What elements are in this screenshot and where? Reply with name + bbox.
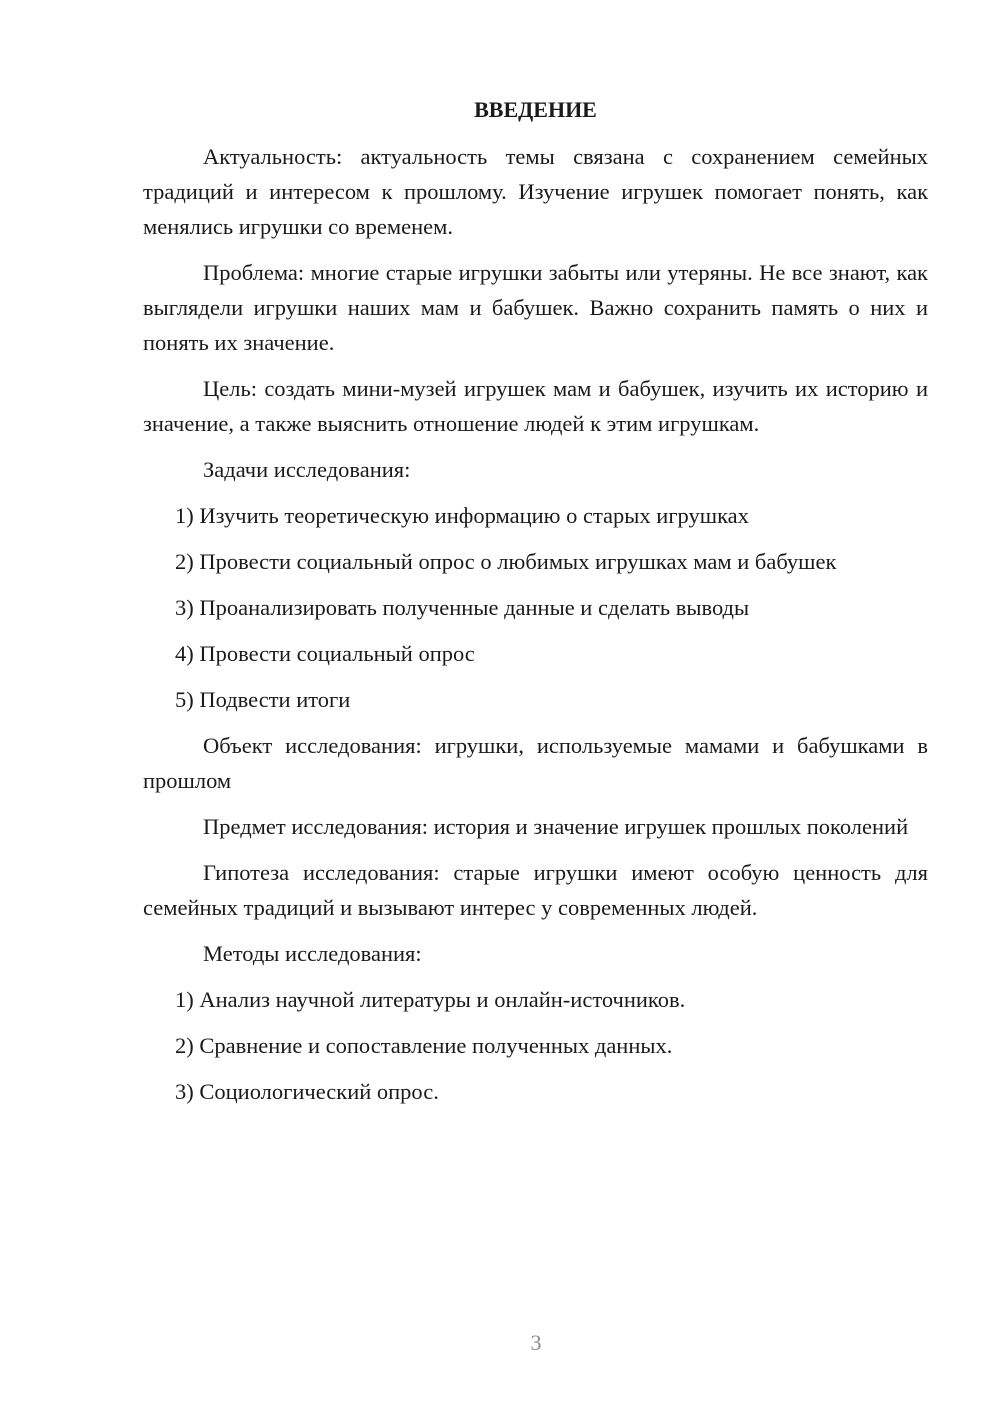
tasks-heading: Задачи исследования: xyxy=(203,457,411,482)
list-item: 2) Провести социальный опрос о любимых игрушках мам и бабушек xyxy=(175,549,837,574)
list-item: 1) Анализ научной литературы и онлайн-источников. xyxy=(175,987,686,1012)
list-item: 3) Проанализировать полученные данные и сделать выводы xyxy=(175,595,750,620)
list-item: 2) Сравнение и сопоставление полученных данных. xyxy=(175,1033,673,1058)
list-item: 1) Изучить теоретическую информацию о старых игрушках xyxy=(175,503,749,528)
methods-heading: Методы исследования: xyxy=(203,941,422,966)
list-item: 3) Социологический опрос. xyxy=(175,1079,439,1104)
methods-list xyxy=(143,982,928,1109)
problem-paragraph: Проблема: многие старые игрушки забыты или утеряны. Не все знают, как выглядели игрушки наших мам и бабушек. Важно сохранить память о них и понять их значение. xyxy=(143,260,928,355)
goal-paragraph: Цель: создать мини-музей игрушек мам и бабушек, изучить их историю и значение, а также выяснить отношение людей к этим игрушкам. xyxy=(143,376,928,436)
list-item: 4) Провести социальный опрос xyxy=(175,641,475,666)
object-paragraph: Объект исследования: игрушки, используемые мамами и бабушками в прошлом xyxy=(143,733,928,793)
page-content xyxy=(143,92,928,1120)
hypothesis-paragraph: Гипотеза исследования: старые игрушки имеют особую ценность для семейных традиций и вызывают интерес у современных людей. xyxy=(143,860,928,920)
relevance-paragraph: Актуальность: актуальность темы связана с сохранением семейных традиций и интересом к прошлому. Изучение игрушек помогает понять, как менялись игрушки со временем. xyxy=(143,144,928,239)
subject-paragraph: Предмет исследования: история и значение игрушек прошлых поколений xyxy=(203,814,909,839)
tasks-list xyxy=(143,498,928,717)
section-title: ВВЕДЕНИЕ xyxy=(474,97,597,122)
list-item: 5) Подвести итоги xyxy=(175,687,351,712)
page-number: 3 xyxy=(530,1330,542,1355)
